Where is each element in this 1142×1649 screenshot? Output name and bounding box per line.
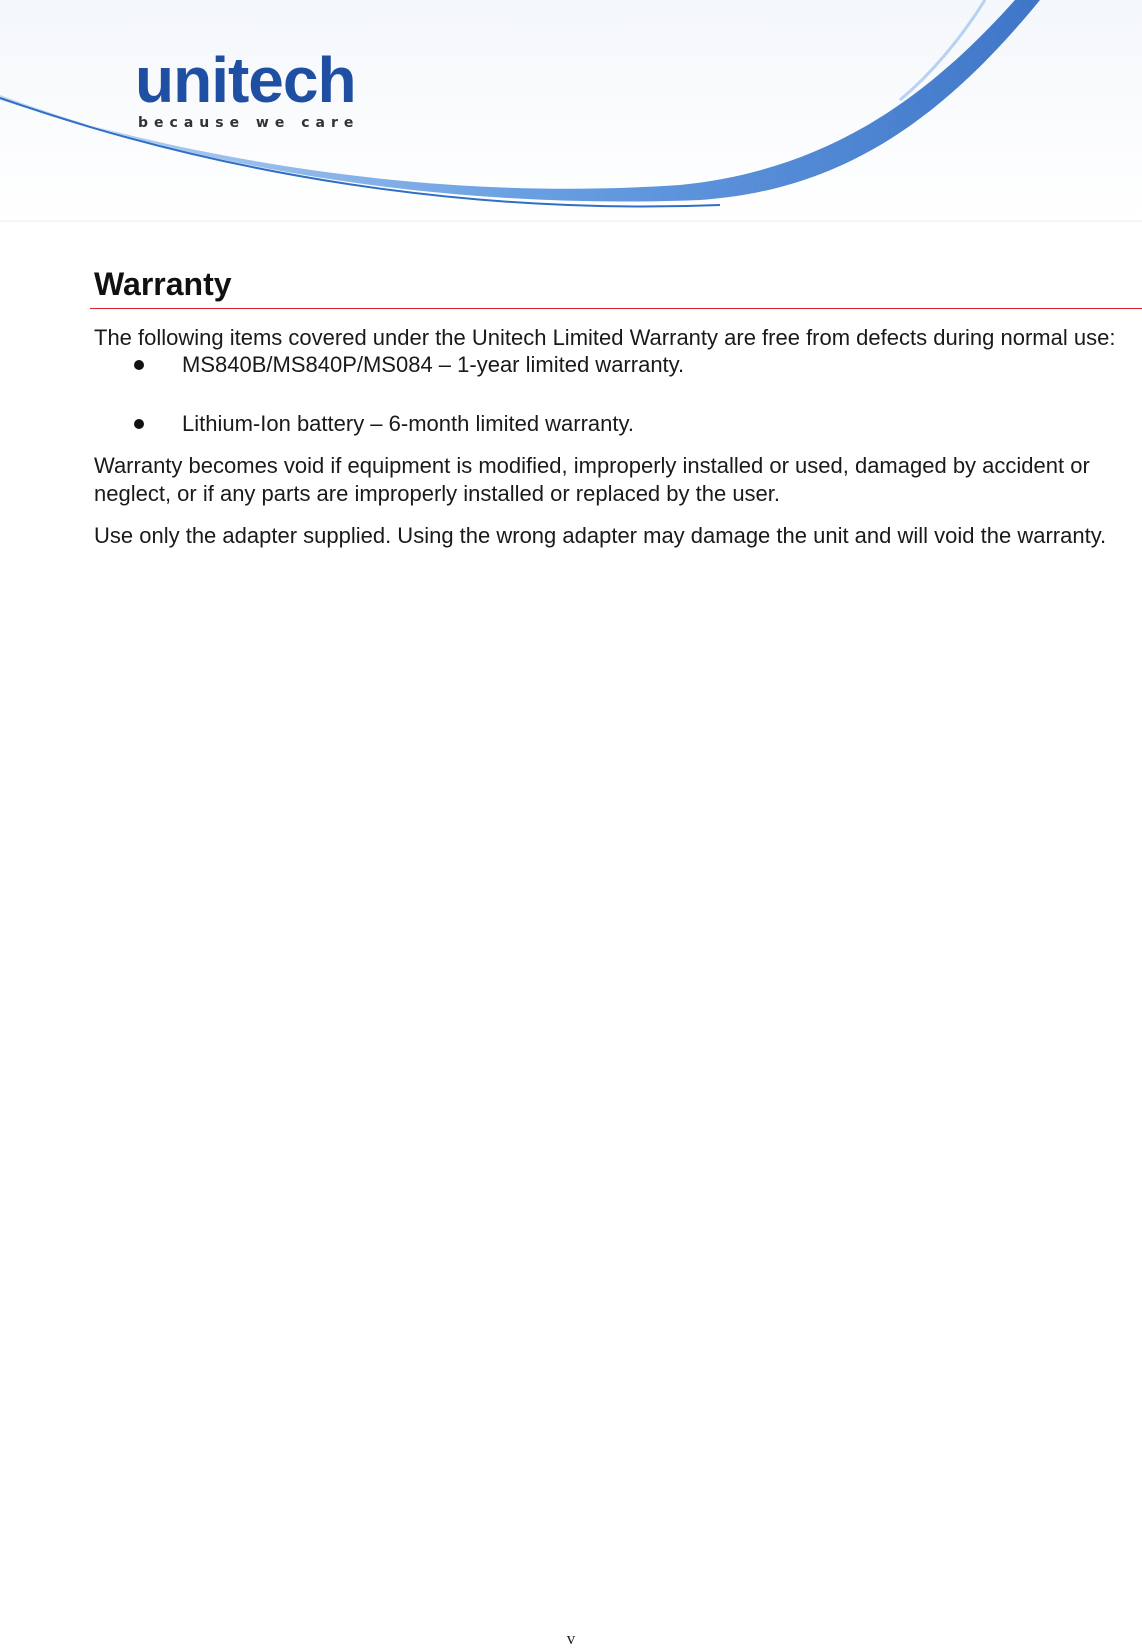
page-number: v (566, 1629, 576, 1648)
adapter-notice-paragraph: Use only the adapter supplied. Using the wrong adapter may damage the unit and will void the warranty. (94, 523, 1107, 548)
list-item (94, 351, 1134, 379)
list-item-text: MS840B/MS840P/MS084 – 1-year limited warranty. (182, 352, 685, 377)
brand-logo-wordmark: unitech (135, 44, 356, 116)
void-notice-paragraph: Warranty becomes void if equipment is modified, improperly installed or used, damaged by accident or neglect, or if any parts are improperly installed or replaced by the user. (94, 453, 1090, 506)
list-item (94, 410, 1134, 438)
title-divider (90, 308, 1142, 309)
page-title: Warranty (94, 266, 232, 302)
list-item-text: Lithium-Ion battery – 6-month limited warranty. (182, 411, 634, 436)
bullet-icon (134, 360, 144, 370)
intro-paragraph: The following items covered under the Unitech Limited Warranty are free from defects during normal use: (94, 325, 1116, 350)
brand-logo-tagline: because we care (138, 115, 360, 131)
page-header (0, 0, 1142, 222)
bullet-icon (134, 419, 144, 429)
